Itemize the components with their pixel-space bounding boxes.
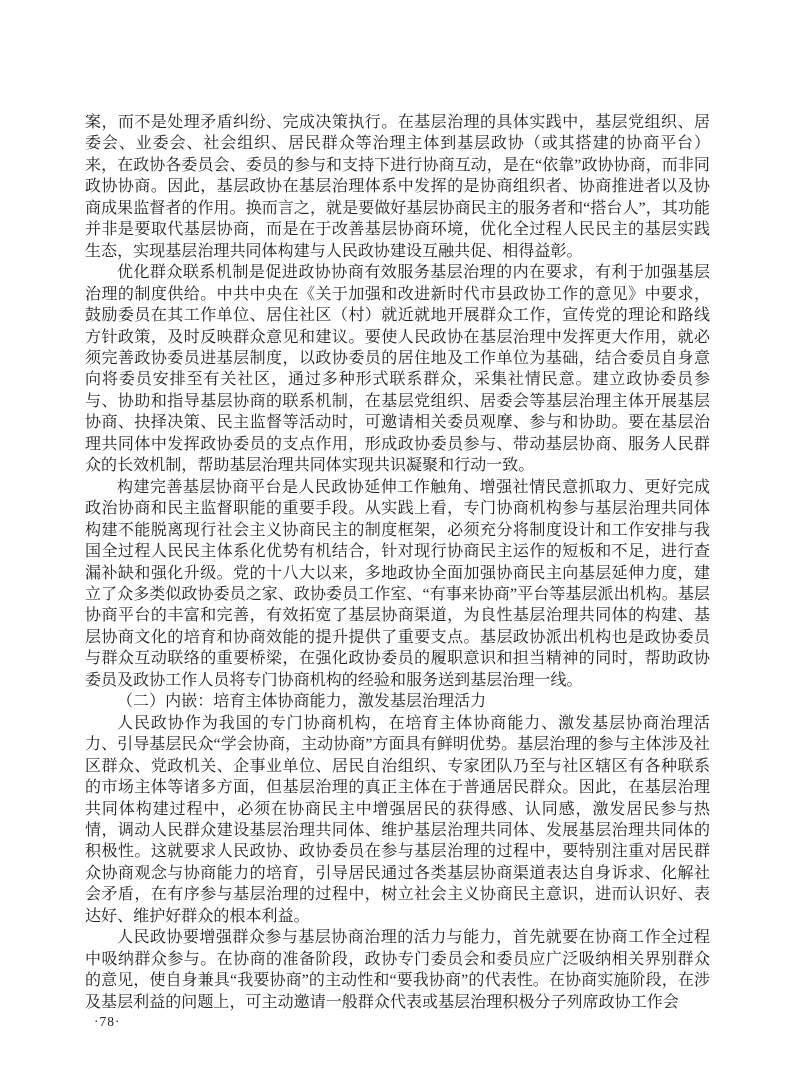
page-number: ·78·: [94, 1014, 121, 1029]
paragraph: 人民政协要增强群众参与基层协商治理的活力与能力，首先就要在协商工作全过程中吸纳群众参与。在协商的准备阶段，政协专门委员会和委员应广泛吸纳相关界别群众的意见，使自身兼具“我要协商”的主动性和“要我协商”的代表性。在协商实施阶段，在涉及基层利益的问题上，可主动邀请一般群众代表或基层治理积极分子列席政协工作会: [85, 929, 710, 1011]
paragraph: 优化群众联系机制是促进政协协商有效服务基层治理的内在要求，有利于加强基层治理的制度供给。中共中央在《关于加强和改进新时代市县政协工作的意见》中要求，鼓励委员在其工作单位、居住社区（村）就近就地开展群众工作，宣传党的理论和路线方针政策，及时反映群众意见和建议。要使人民政协在基层治理中发挥更大作用，就必须完善政协委员进基层制度，以政协委员的居住地及工作单位为基础，结合委员自身意向将委员安排至有关社区，通过多种形式联系群众，采集社情民意。建立政协委员参与、协助和指导基层协商的联系机制，在基层党组织、居委会等基层治理主体开展基层协商、抉择决策、民主监督等活动时，可邀请相关委员观摩、参与和协助。要在基层治理共同体中发挥政协委员的支点作用，形成政协委员参与、带动基层协商、服务人民群众的长效机制，帮助基层治理共同体实现共识凝聚和行动一致。: [85, 264, 710, 475]
text-block: [85, 112, 710, 1013]
paragraph: 人民政协作为我国的专门协商机构，在培育主体协商能力、激发基层协商治理活力、引导基层民众“学会协商，主动协商”方面具有鲜明优势。基层治理的参与主体涉及社区群众、党政机关、企事业单位、居民自治组织、专家团队乃至与社区辖区有各种联系的市场主体等诸多方面，但基层治理的真正主体在于普通居民群众。因此，在基层治理共同体构建过程中，必须在协商民主中增强居民的获得感、认同感，激发居民参与热情，调动人民群众建设基层治理共同体、维护基层治理共同体、发展基层治理共同体的积极性。这就要求人民政协、政协委员在参与基层治理的过程中，要特别注重对居民群众协商观念与协商能力的培育，引导居民通过各类基层协商渠道表达自身诉求、化解社会矛盾，在有序参与基层治理的过程中，树立社会主义协商民主意识，进而认识好、表达好、维护好群众的根本利益。: [85, 714, 710, 925]
paragraph: 构建完善基层协商平台是人民政协延伸工作触角、增强社情民意抓取力、更好完成政治协商和民主监督职能的重要手段。从实践上看，专门协商机构参与基层治理共同体构建不能脱离现行社会主义协商民主的制度框架，必须充分将制度设计和工作安排与我国全过程人民民主体系化优势有机结合，针对现行协商民主运作的短板和不足，进行查漏补缺和强化升级。党的十八大以来，多地政协全面加强协商民主向基层延伸力度，建立了众多类似政协委员之家、政协委员工作室、“有事来协商”平台等基层派出机构。基层协商平台的丰富和完善，有效拓宽了基层协商渠道，为良性基层治理共同体的构建、基层协商文化的培育和协商效能的提升提供了重要支点。基层政协派出机构也是政协委员与群众互动联络的重要桥梁，在强化政协委员的履职意识和担当精神的同时，帮助政协委员及政协工作人员将专门协商机构的经验和服务送到基层治理一线。: [85, 478, 710, 689]
paragraph-continuation: 案，而不是处理矛盾纠纷、完成决策执行。在基层治理的具体实践中，基层党组织、居委会、业委会、社会组织、居民群众等治理主体到基层政协（或其搭建的协商平台）来，在政协各委员会、委员的参与和支持下进行协商互动，是在“依靠”政协协商，而非同政协协商。因此，基层政协在基层治理体系中发挥的是协商组织者、协商推进者以及协商成果监督者的作用。换而言之，就是要做好基层协商民主的服务者和“搭台人”，其功能并非是要取代基层协商，而是在于改善基层协商环境，优化全过程人民民主的基层实践生态，实现基层治理共同体构建与人民政协建设互融共促、相得益彰。: [85, 114, 710, 260]
heading: （二）内嵌：培育主体协商能力，激发基层治理活力: [117, 693, 487, 711]
